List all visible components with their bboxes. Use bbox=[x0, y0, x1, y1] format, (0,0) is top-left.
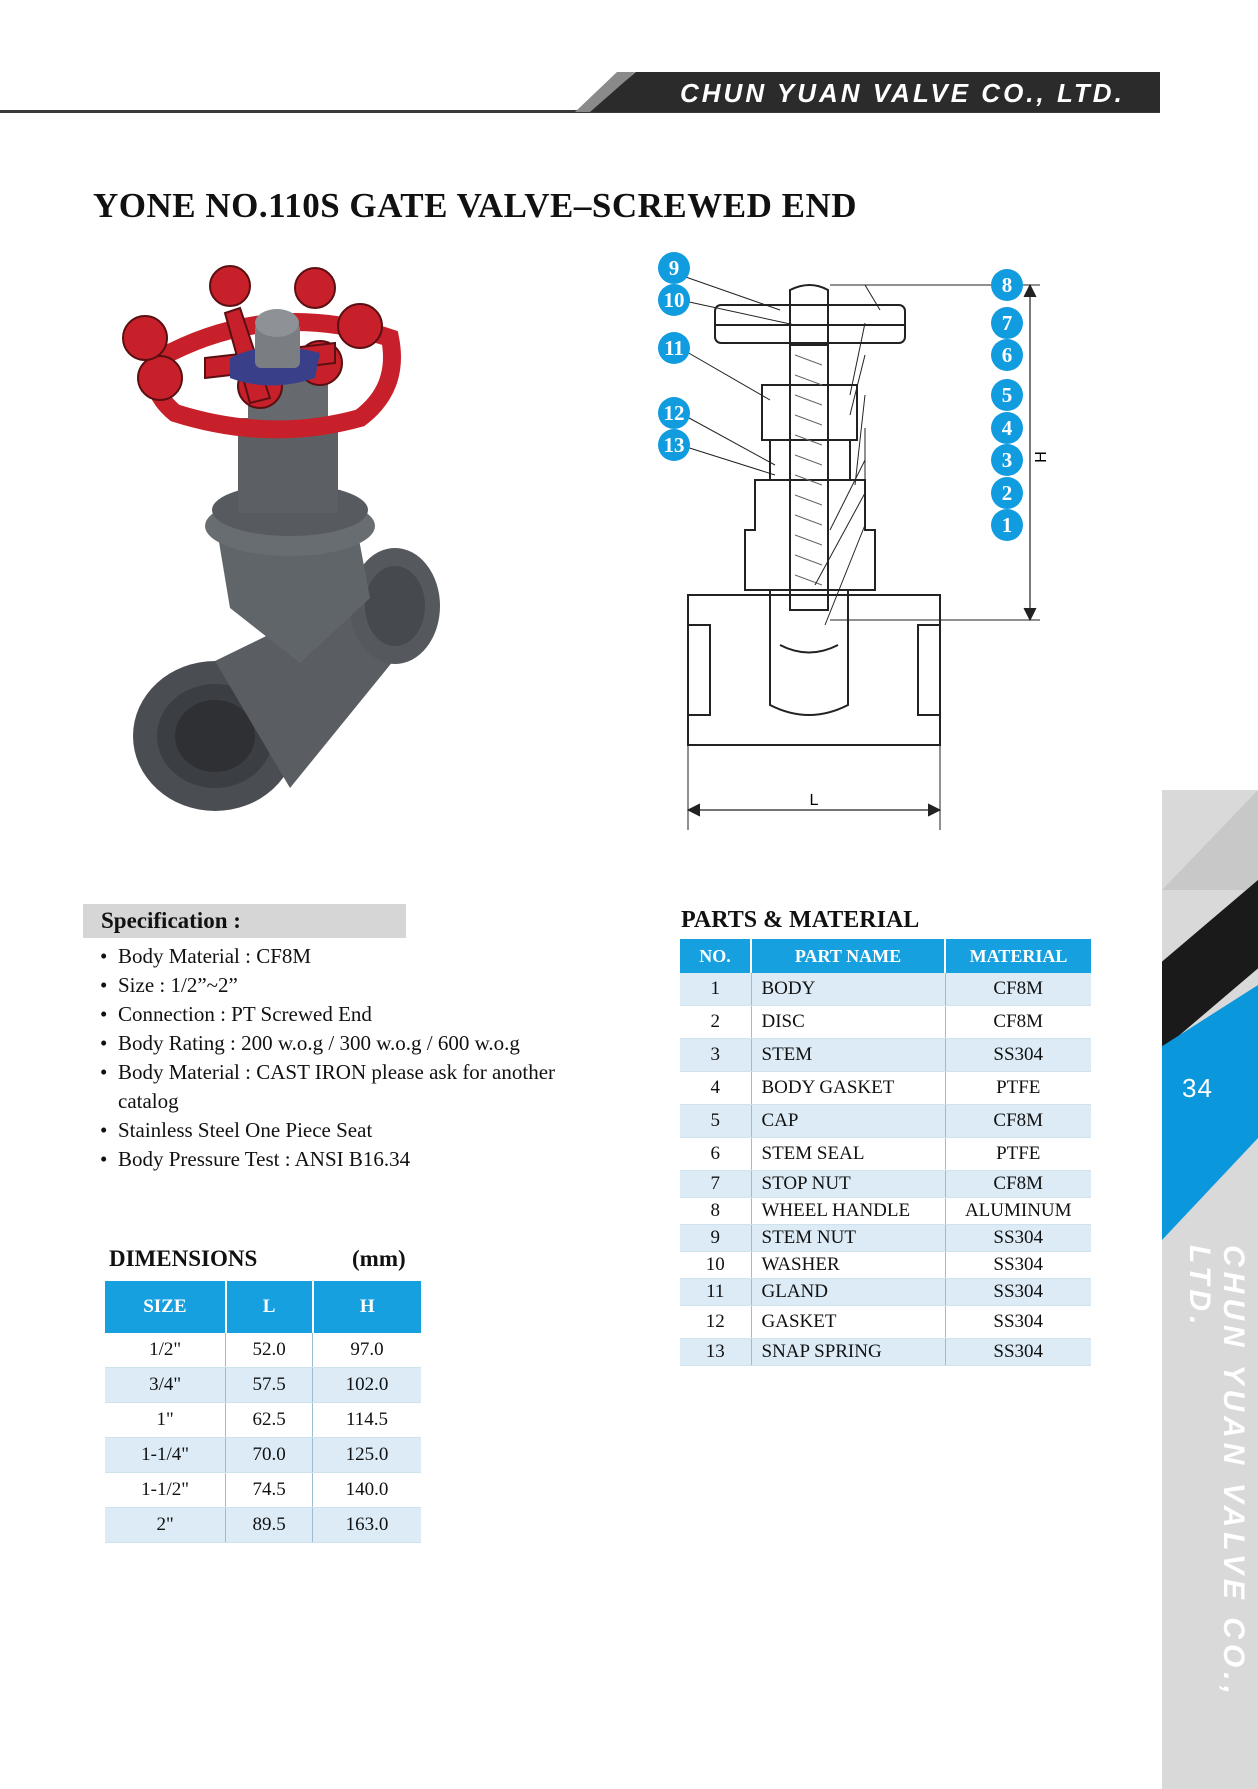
svg-text:8: 8 bbox=[1001, 273, 1013, 297]
svg-text:5: 5 bbox=[1001, 383, 1013, 407]
table-cell: 13 bbox=[680, 1339, 751, 1366]
callout-4 bbox=[991, 412, 1023, 444]
specification-heading bbox=[83, 904, 406, 938]
table-cell: 102.0 bbox=[313, 1368, 421, 1403]
table-row bbox=[680, 1171, 1091, 1198]
table-cell: 163.0 bbox=[313, 1508, 421, 1543]
table-row bbox=[680, 1306, 1091, 1339]
table-cell: 114.5 bbox=[313, 1403, 421, 1438]
svg-text:12: 12 bbox=[663, 401, 685, 425]
table-cell: STEM bbox=[751, 1039, 945, 1072]
table-cell: 74.5 bbox=[226, 1473, 313, 1508]
spec-item: • Body Material : CF8M bbox=[100, 942, 620, 971]
table-cell: 4 bbox=[680, 1072, 751, 1105]
table-cell: 7 bbox=[680, 1171, 751, 1198]
callout-13 bbox=[658, 429, 690, 461]
specification-heading-label: Specification : bbox=[101, 908, 241, 933]
table-cell: 1/2" bbox=[105, 1333, 226, 1368]
column-header: H bbox=[313, 1281, 421, 1333]
column-header: PART NAME bbox=[751, 939, 945, 973]
table-cell: 62.5 bbox=[226, 1403, 313, 1438]
table-cell: ALUMINUM bbox=[945, 1198, 1091, 1225]
table-cell: CF8M bbox=[945, 1006, 1091, 1039]
table-cell: CF8M bbox=[945, 1105, 1091, 1138]
table-row bbox=[105, 1403, 421, 1438]
table-cell: 70.0 bbox=[226, 1438, 313, 1473]
svg-text:1: 1 bbox=[1001, 513, 1013, 537]
table-cell: 1 bbox=[680, 973, 751, 1006]
column-header: L bbox=[226, 1281, 313, 1333]
table-cell: 2" bbox=[105, 1508, 226, 1543]
table-row bbox=[680, 1105, 1091, 1138]
table-cell: SS304 bbox=[945, 1306, 1091, 1339]
table-row bbox=[105, 1368, 421, 1403]
callout-11 bbox=[658, 332, 690, 364]
table-cell: STEM SEAL bbox=[751, 1138, 945, 1171]
table-row bbox=[680, 1279, 1091, 1306]
table-row bbox=[105, 1508, 421, 1543]
page-number: 34 bbox=[1182, 1073, 1213, 1103]
parts-title: PARTS & MATERIAL bbox=[681, 907, 920, 933]
callout-9 bbox=[658, 252, 690, 284]
svg-text:13: 13 bbox=[663, 433, 685, 457]
table-cell: 6 bbox=[680, 1138, 751, 1171]
column-header: NO. bbox=[680, 939, 751, 973]
table-cell: SS304 bbox=[945, 1279, 1091, 1306]
table-row bbox=[105, 1473, 421, 1508]
table-cell: 3 bbox=[680, 1039, 751, 1072]
spec-item: • Size : 1/2”~2” bbox=[100, 971, 620, 1000]
table-cell: PTFE bbox=[945, 1138, 1091, 1171]
dimension-h-label: H bbox=[1033, 451, 1050, 463]
spec-item: • Body Material : CAST IRON please ask for another catalog bbox=[100, 1058, 620, 1116]
svg-text:11: 11 bbox=[664, 336, 684, 360]
svg-text:6: 6 bbox=[1001, 343, 1013, 367]
spec-item: • Body Rating : 200 w.o.g / 300 w.o.g / 600 w.o.g bbox=[100, 1029, 620, 1058]
table-cell: 10 bbox=[680, 1252, 751, 1279]
table-row bbox=[680, 1039, 1091, 1072]
table-cell: 89.5 bbox=[226, 1508, 313, 1543]
callout-6 bbox=[991, 339, 1023, 371]
table-row bbox=[105, 1438, 421, 1473]
table-cell: STOP NUT bbox=[751, 1171, 945, 1198]
table-header-row bbox=[680, 939, 1091, 973]
table-cell: GLAND bbox=[751, 1279, 945, 1306]
table-cell: SS304 bbox=[945, 1225, 1091, 1252]
table-row bbox=[680, 1225, 1091, 1252]
svg-text:2: 2 bbox=[1001, 481, 1013, 505]
table-cell: DISC bbox=[751, 1006, 945, 1039]
table-cell: 8 bbox=[680, 1198, 751, 1225]
table-cell: 3/4" bbox=[105, 1368, 226, 1403]
callout-10 bbox=[658, 284, 690, 316]
svg-text:7: 7 bbox=[1001, 311, 1013, 335]
page-title: YONE NO.110S GATE VALVE–SCREWED END bbox=[93, 186, 858, 225]
table-header-row bbox=[105, 1281, 421, 1333]
table-cell: 57.5 bbox=[226, 1368, 313, 1403]
table-cell: 97.0 bbox=[313, 1333, 421, 1368]
table-cell: 11 bbox=[680, 1279, 751, 1306]
table-cell: 125.0 bbox=[313, 1438, 421, 1473]
callout-3 bbox=[991, 444, 1023, 476]
table-cell: 140.0 bbox=[313, 1473, 421, 1508]
table-cell: 1-1/4" bbox=[105, 1438, 226, 1473]
table-row bbox=[105, 1333, 421, 1368]
table-cell: 9 bbox=[680, 1225, 751, 1252]
table-row bbox=[680, 1252, 1091, 1279]
side-company-name: CHUN YUAN VALVE CO., LTD. bbox=[1183, 1245, 1250, 1699]
dimensions-table bbox=[105, 1281, 421, 1543]
dimension-l-label: L bbox=[809, 792, 819, 809]
table-row bbox=[680, 1072, 1091, 1105]
table-cell: PTFE bbox=[945, 1072, 1091, 1105]
table-cell: CAP bbox=[751, 1105, 945, 1138]
valve-3d-image bbox=[120, 268, 480, 828]
table-cell: 52.0 bbox=[226, 1333, 313, 1368]
column-header: SIZE bbox=[105, 1281, 226, 1333]
table-cell: SS304 bbox=[945, 1252, 1091, 1279]
parts-table bbox=[680, 939, 1091, 1366]
svg-text:3: 3 bbox=[1001, 448, 1013, 472]
table-cell: CF8M bbox=[945, 1171, 1091, 1198]
table-row bbox=[680, 1006, 1091, 1039]
table-cell: 12 bbox=[680, 1306, 751, 1339]
spec-item: • Body Pressure Test : ANSI B16.34 bbox=[100, 1145, 620, 1174]
valve-section-drawing bbox=[650, 256, 1090, 830]
column-header: MATERIAL bbox=[945, 939, 1091, 973]
callout-1 bbox=[991, 509, 1023, 541]
callout-12 bbox=[658, 397, 690, 429]
svg-text:9: 9 bbox=[668, 256, 680, 280]
table-cell: 2 bbox=[680, 1006, 751, 1039]
table-row bbox=[680, 1339, 1091, 1366]
table-cell: 1" bbox=[105, 1403, 226, 1438]
table-cell: WASHER bbox=[751, 1252, 945, 1279]
table-cell: 1-1/2" bbox=[105, 1473, 226, 1508]
callout-2 bbox=[991, 477, 1023, 509]
table-cell: WHEEL HANDLE bbox=[751, 1198, 945, 1225]
table-row bbox=[680, 973, 1091, 1006]
specification-list bbox=[100, 942, 620, 1174]
table-cell: BODY GASKET bbox=[751, 1072, 945, 1105]
dimensions-title: DIMENSIONS bbox=[109, 1246, 258, 1271]
spec-item: • Connection : PT Screwed End bbox=[100, 1000, 620, 1029]
table-cell: SS304 bbox=[945, 1039, 1091, 1072]
table-cell: SS304 bbox=[945, 1339, 1091, 1366]
header-company-name: CHUN YUAN VALVE CO., LTD. bbox=[680, 78, 1125, 108]
table-row bbox=[680, 1198, 1091, 1225]
callout-5 bbox=[991, 379, 1023, 411]
table-cell: SNAP SPRING bbox=[751, 1339, 945, 1366]
table-cell: GASKET bbox=[751, 1306, 945, 1339]
svg-text:10: 10 bbox=[663, 288, 685, 312]
table-cell: 5 bbox=[680, 1105, 751, 1138]
callout-7 bbox=[991, 307, 1023, 339]
table-cell: STEM NUT bbox=[751, 1225, 945, 1252]
spec-item: • Stainless Steel One Piece Seat bbox=[100, 1116, 620, 1145]
table-cell: CF8M bbox=[945, 973, 1091, 1006]
table-cell: BODY bbox=[751, 973, 945, 1006]
table-row bbox=[680, 1138, 1091, 1171]
callout-8 bbox=[991, 269, 1023, 301]
dimensions-unit: (mm) bbox=[352, 1246, 406, 1271]
svg-text:4: 4 bbox=[1001, 416, 1013, 440]
